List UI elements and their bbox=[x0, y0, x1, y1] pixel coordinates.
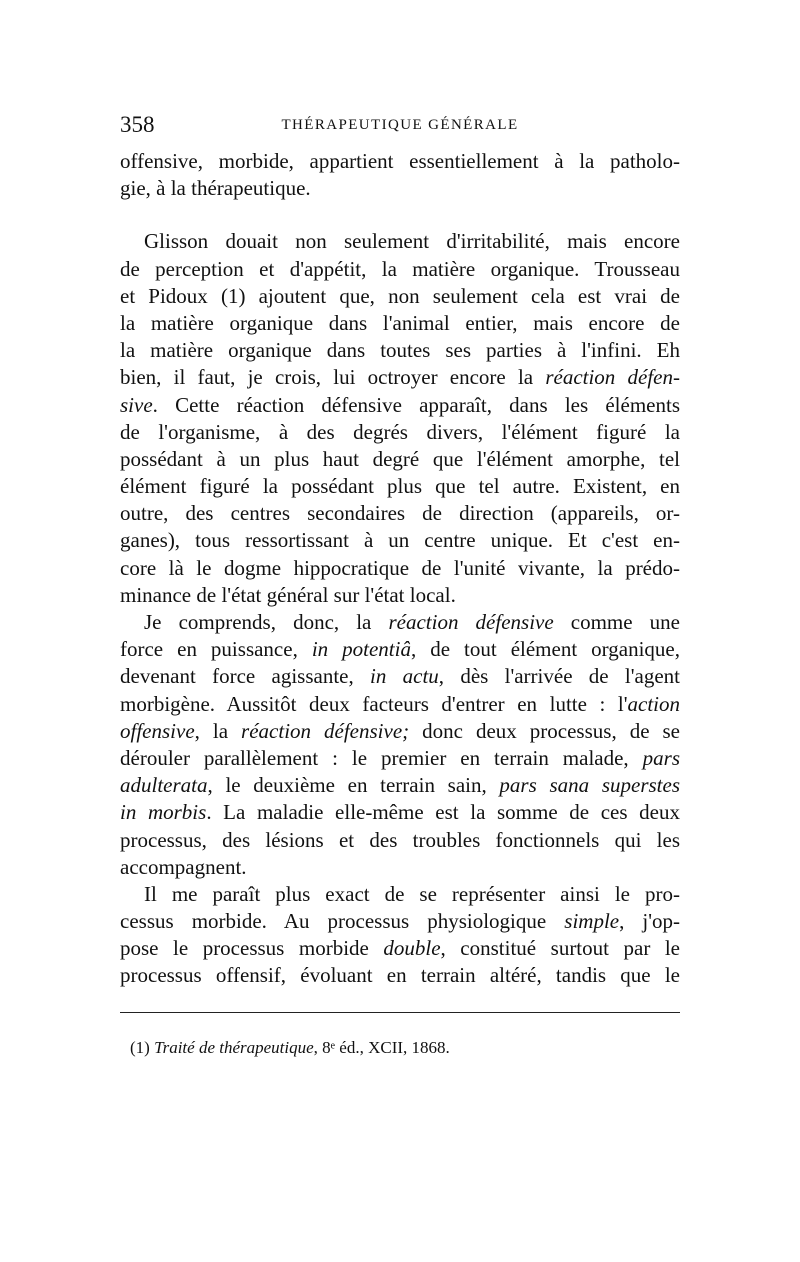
text-run: devenant force agissante, bbox=[120, 664, 371, 689]
text-run: la matière organique dans l'animal entier, mais encore de bbox=[120, 310, 680, 335]
text-run: cessus morbide. Au processus physiologique bbox=[120, 909, 565, 934]
text-run: Glisson douait non seulement d'irritabilité, mais encore bbox=[144, 229, 680, 254]
text-run: de l'organisme, à des degrés divers, l'élément figuré la bbox=[120, 419, 680, 444]
italic-text: adulterata bbox=[120, 773, 208, 798]
text-line bbox=[120, 256, 680, 283]
footnote-rule bbox=[120, 1012, 680, 1013]
text-run: Il me paraît plus exact de se représenter ainsi le pro- bbox=[144, 881, 680, 906]
italic-text: double bbox=[383, 936, 441, 961]
text-run: gie, à la thérapeutique. bbox=[120, 176, 311, 201]
italic-text: offensive bbox=[120, 718, 195, 743]
text-run: core là le dogme hippocratique de l'unité vivante, la prédo- bbox=[120, 555, 680, 580]
text-line bbox=[120, 772, 680, 799]
paragraph-gap bbox=[120, 202, 680, 228]
text-line bbox=[120, 473, 680, 500]
italic-text: Traité de thérapeutique bbox=[154, 1038, 314, 1057]
text-line bbox=[120, 854, 680, 881]
italic-text: pars sana superstes bbox=[499, 773, 680, 798]
page-number: 358 bbox=[120, 112, 155, 137]
text-run: la matière organique dans toutes ses parties à l'infini. Eh bbox=[120, 338, 680, 363]
text-line bbox=[120, 962, 680, 989]
text-line bbox=[120, 799, 680, 826]
text-run: force en puissance, bbox=[120, 637, 312, 662]
text-run: outre, des centres secondaires de direction (appareils, or- bbox=[120, 501, 680, 526]
text-line bbox=[120, 555, 680, 582]
text-line bbox=[120, 609, 680, 636]
text-run: , j'op- bbox=[619, 909, 680, 934]
text-run: . Cette réaction défensive apparaît, dans les éléments bbox=[152, 392, 680, 417]
text-line bbox=[120, 663, 680, 690]
italic-text: réaction défen- bbox=[545, 365, 680, 390]
italic-text: in morbis bbox=[120, 800, 207, 825]
text-run: ganes), tous ressortissant à un centre unique. Et c'est en- bbox=[120, 528, 680, 553]
text-run: , 8ᵉ éd., XCII, 1868. bbox=[313, 1038, 450, 1057]
text-run: dérouler parallèlement : le premier en terrain malade, bbox=[120, 745, 643, 770]
text-run: (1) bbox=[130, 1038, 155, 1057]
text-line bbox=[120, 392, 680, 419]
text-run: bien, il faut, je crois, lui octroyer encore la bbox=[120, 365, 546, 390]
text-line bbox=[120, 228, 680, 255]
text-line bbox=[120, 148, 680, 175]
text-run: , la bbox=[194, 718, 242, 743]
text-run: processus offensif, évoluant en terrain altéré, tandis que le bbox=[120, 963, 680, 988]
text-run: , de tout élément organique, bbox=[410, 637, 680, 662]
text-run: , constitué surtout par le bbox=[440, 936, 680, 961]
text-line bbox=[120, 175, 680, 202]
italic-text: pars bbox=[642, 745, 680, 770]
text-line bbox=[120, 310, 680, 337]
running-head bbox=[120, 112, 680, 142]
text-run: donc deux processus, de se bbox=[409, 718, 681, 743]
text-run: offensive, morbide, appartient essentiellement à la patholo- bbox=[120, 149, 680, 173]
text-line bbox=[120, 582, 680, 609]
text-line bbox=[120, 691, 680, 718]
italic-text: réaction défensive; bbox=[241, 718, 410, 743]
text-line bbox=[120, 881, 680, 908]
text-run: de perception et d'appétit, la matière organique. Trousseau bbox=[120, 256, 680, 281]
text-run: morbigène. Aussitôt deux facteurs d'entrer en lutte : l' bbox=[120, 691, 628, 716]
text-line bbox=[120, 636, 680, 663]
italic-text: simple bbox=[564, 909, 620, 934]
text-run: , le deuxième en terrain sain, bbox=[207, 773, 500, 798]
italic-text: in actu bbox=[370, 664, 439, 689]
text-line bbox=[120, 500, 680, 527]
text-line bbox=[120, 446, 680, 473]
text-run: comme une bbox=[553, 610, 680, 634]
running-title: THÉRAPEUTIQUE GÉNÉRALE bbox=[281, 117, 519, 133]
text-run: . La maladie elle-même est la somme de ces deux bbox=[206, 800, 680, 825]
text-run: accompagnent. bbox=[120, 854, 247, 879]
text-run: élément figuré la possédant plus que tel autre. Existent, en bbox=[120, 474, 680, 499]
text-line bbox=[120, 527, 680, 554]
text-line bbox=[120, 419, 680, 446]
italic-text: réaction défensive bbox=[388, 610, 554, 634]
text-run: et Pidoux (1) ajoutent que, non seulement cela est vrai de bbox=[120, 283, 680, 308]
text-line bbox=[120, 337, 680, 364]
text-line bbox=[120, 283, 680, 310]
text-line bbox=[120, 718, 680, 745]
text-run: , dès l'arrivée de l'agent bbox=[438, 664, 680, 689]
text-run: processus, des lésions et des troubles fonctionnels qui les bbox=[120, 827, 680, 852]
italic-text: sive bbox=[120, 392, 153, 417]
text-run: possédant à un plus haut degré que l'élément amorphe, tel bbox=[120, 446, 680, 471]
text-line bbox=[120, 827, 680, 854]
text-line bbox=[120, 935, 680, 962]
text-line bbox=[120, 908, 680, 935]
italic-text: action bbox=[627, 691, 680, 716]
text-line bbox=[120, 364, 680, 391]
italic-text: in potentiâ bbox=[311, 637, 411, 662]
footnote bbox=[130, 1038, 450, 1058]
body-text bbox=[120, 148, 680, 990]
text-run: Je comprends, donc, la bbox=[144, 610, 389, 634]
text-run: pose le processus morbide bbox=[120, 936, 384, 961]
text-run: minance de l'état général sur l'état local. bbox=[120, 582, 456, 607]
text-line bbox=[120, 745, 680, 772]
